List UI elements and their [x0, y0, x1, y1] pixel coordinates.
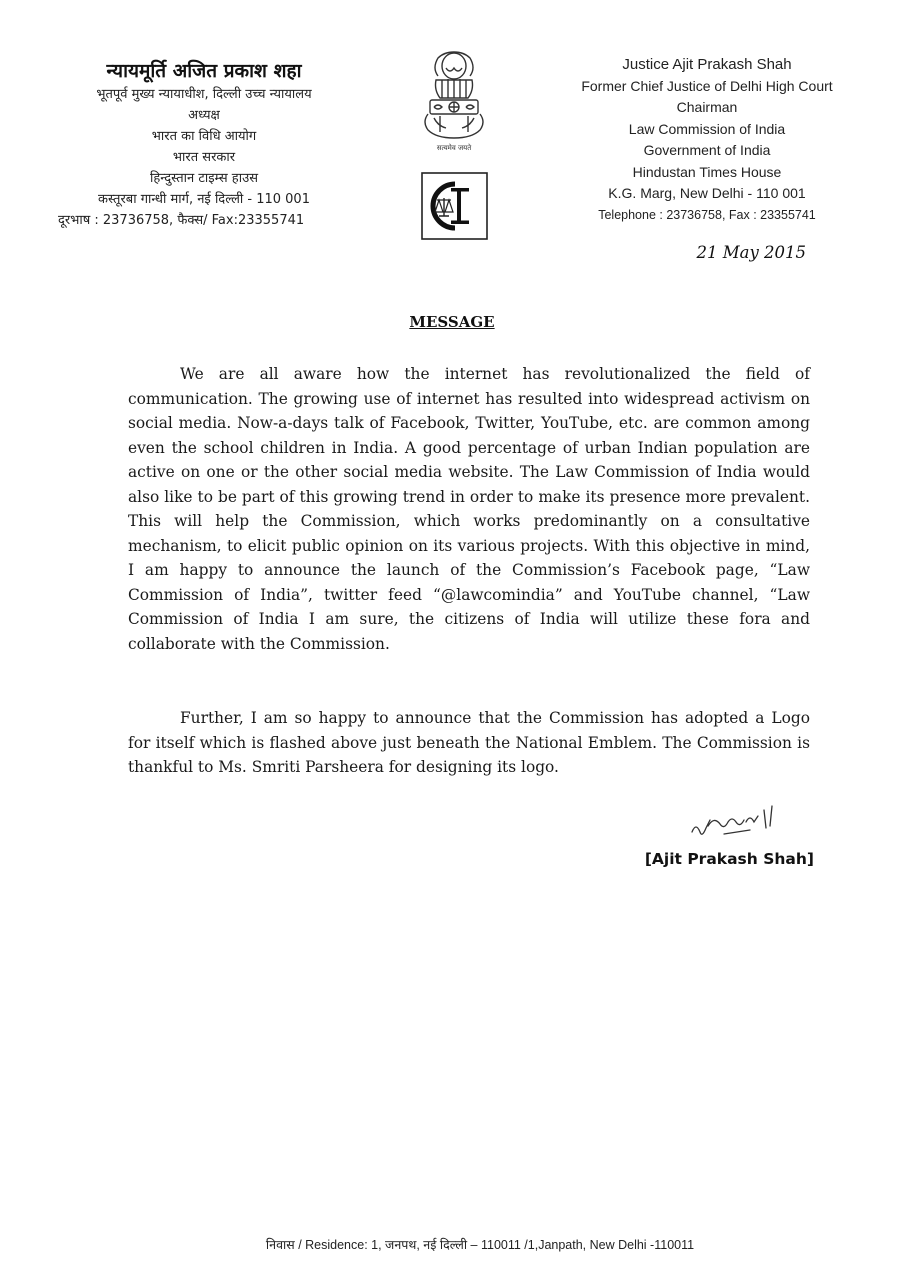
handwritten-signature: [684, 802, 794, 848]
signatory-name: [Ajit Prakash Shah]: [644, 850, 814, 868]
letterhead-english: [560, 54, 854, 226]
residence-footer: निवास / Residence: 1, जनपथ, नई दिल्ली – 110011 /1,Janpath, New Delhi -110011: [265, 1238, 695, 1252]
hindi-government: भारत सरकार: [172, 150, 236, 165]
letterhead-hindi: [58, 58, 350, 231]
english-building: Hindustan Times House: [632, 163, 782, 180]
english-former-post: Former Chief Justice of Delhi High Court: [581, 77, 833, 94]
hindi-commission: भारत का विधि आयोग: [151, 129, 257, 144]
body-paragraph-2: Further, I am so happy to announce that the Commission has adopted a Logo for itself which is flashed above just beneath the National Emblem. The Commission is thankful to Ms. Smriti Parsheera for designing its logo.: [128, 709, 810, 776]
hindi-former-post: भूतपूर्व मुख्य न्यायाधीश, दिल्ली उच्च न्यायालय: [96, 87, 312, 102]
letter-date: 21 May 2015: [696, 243, 806, 262]
english-name: Justice Ajit Prakash Shah: [622, 56, 792, 73]
law-commission-logo-icon: [421, 172, 488, 240]
english-role: Chairman: [676, 99, 738, 115]
hindi-name: न्यायमूर्ति अजित प्रकाश शहा: [106, 60, 302, 82]
hindi-phone: दूरभाष : 23736758, फैक्स/ Fax:23355741: [58, 213, 305, 228]
body-paragraph-1: We are all aware how the internet has revolutionalized the field of communication. The growing use of internet has resulted into widespread activism on social media. Now-a-days talk of Facebook, Twitter, YouTube, etc. are common among even the school children in India. A good percentage of urban Indian population are active on one or the other social media website. The Law Commission of India would also like to be part of this growing trend in order to make its presence more prevalent. This will help the Commission, which works predominantly on a consultative mechanism, to elicit public opinion on its various projects. With this objective in mind, I am happy to announce the launch of the Commission’s Facebook page, “Law Commission of India”, twitter feed “@lawcomindia” and YouTube channel, “Law Commission of India I am sure, the citizens of India will utilize these fora and collaborate with the Commission.: [128, 365, 810, 653]
english-government: Government of India: [643, 142, 771, 158]
hindi-role: अध्यक्ष: [188, 108, 220, 123]
emblem-motto: सत्यमेव जयते: [436, 144, 472, 152]
english-address: K.G. Marg, New Delhi - 110 001: [608, 185, 806, 201]
hindi-address: कस्तूरबा गान्धी मार्ग, नई दिल्ली - 110 001: [98, 192, 310, 207]
message-heading: MESSAGE: [409, 313, 495, 331]
english-commission: Law Commission of India: [628, 120, 786, 137]
english-phone: Telephone : 23736758, Fax : 23355741: [598, 207, 816, 222]
hindi-building: हिन्दुस्तान टाइम्स हाउस: [149, 171, 258, 186]
